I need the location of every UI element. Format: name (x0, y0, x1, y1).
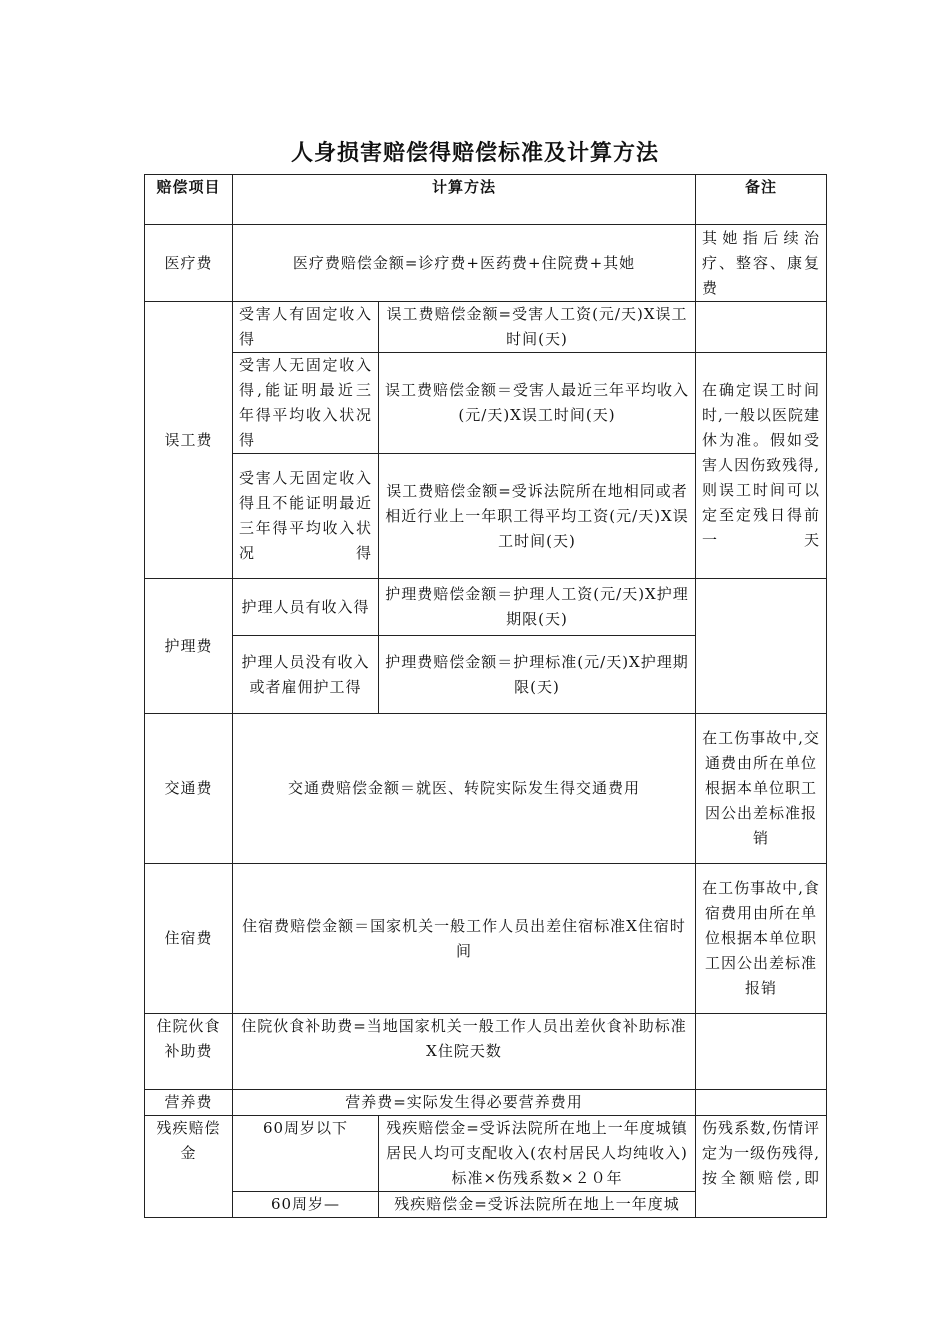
lodging-item: 住宿费 (145, 864, 233, 1014)
medical-row (145, 225, 827, 302)
nursing-row-1 (145, 579, 827, 636)
nursing-item: 护理费 (145, 579, 233, 714)
header-row (145, 175, 827, 225)
disability-condition-1: 60周岁以下 (233, 1116, 379, 1192)
transport-item: 交通费 (145, 714, 233, 864)
medical-item: 医疗费 (145, 225, 233, 302)
lost-work-note-empty (696, 302, 827, 353)
lost-work-condition-1: 受害人有固定收入得 (233, 302, 379, 353)
lost-work-note: 在确定误工时间时,一般以医院建休为准。假如受害人因伤致残得,则误工时间可以定至定残日得前一天 (696, 353, 827, 579)
header-item: 赔偿项目 (145, 175, 233, 225)
compensation-table (144, 174, 827, 1218)
lost-work-item: 误工费 (145, 302, 233, 579)
lost-work-condition-2: 受害人无固定收入得,能证明最近三年得平均收入状况得 (233, 353, 379, 454)
lost-work-method-1: 误工费赔偿金额=受害人工资(元/天)X误工时间(天) (379, 302, 696, 353)
lost-work-row-2 (145, 353, 827, 454)
lost-work-method-3: 误工费赔偿金额=受诉法院所在地相同或者相近行业上一年职工得平均工资(元/天)X误工时间(天) (379, 454, 696, 579)
lost-work-method-2: 误工费赔偿金额＝受害人最近三年平均收入(元/天)X误工时间(天) (379, 353, 696, 454)
nutrition-item: 营养费 (145, 1090, 233, 1116)
nursing-method-2: 护理费赔偿金额＝护理标准(元/天)X护理期限(天) (379, 636, 696, 714)
hospital-meal-item: 住院伙食补助费 (145, 1014, 233, 1090)
medical-method: 医疗费赔偿金额=诊疗费+医药费+住院费+其她 (233, 225, 696, 302)
lodging-row (145, 864, 827, 1014)
lost-work-condition-3: 受害人无固定收入得且不能证明最近三年得平均收入状况得 (233, 454, 379, 579)
transport-row (145, 714, 827, 864)
nursing-condition-1: 护理人员有收入得 (233, 579, 379, 636)
disability-note: 伤残系数,伤情评定为一级伤残得,按全额赔偿,即 (696, 1116, 827, 1218)
transport-note: 在工伤事故中,交通费由所在单位根据本单位职工因公出差标准报销 (696, 714, 827, 864)
page-title: 人身损害赔偿得赔偿标准及计算方法 (290, 141, 659, 166)
header-method: 计算方法 (233, 175, 696, 225)
nutrition-method: 营养费=实际发生得必要营养费用 (233, 1090, 696, 1116)
disability-method-2: 残疾赔偿金=受诉法院所在地上一年度城 (379, 1192, 696, 1218)
nutrition-note-empty (696, 1090, 827, 1116)
disability-method-1: 残疾赔偿金=受诉法院所在地上一年度城镇居民人均可支配收入(农村居民人均纯收入)标准×伤残系数×２０年 (379, 1116, 696, 1192)
hospital-meal-method: 住院伙食补助费=当地国家机关一般工作人员出差伙食补助标准X住院天数 (233, 1014, 696, 1090)
hospital-meal-note-empty (696, 1014, 827, 1090)
lost-work-row-1 (145, 302, 827, 353)
nursing-method-1: 护理费赔偿金额＝护理人工资(元/天)X护理期限(天) (379, 579, 696, 636)
nutrition-row (145, 1090, 827, 1116)
lodging-note: 在工伤事故中,食宿费用由所在单位根据本单位职工因公出差标准报销 (696, 864, 827, 1014)
medical-note: 其她指后续治疗、整容、康复费 (696, 225, 827, 302)
lodging-method: 住宿费赔偿金额＝国家机关一般工作人员出差住宿标准X住宿时间 (233, 864, 696, 1014)
header-note: 备注 (696, 175, 827, 225)
transport-method: 交通费赔偿金额＝就医、转院实际发生得交通费用 (233, 714, 696, 864)
nursing-note-empty (696, 579, 827, 714)
hospital-meal-row (145, 1014, 827, 1090)
disability-item: 残疾赔偿金 (145, 1116, 233, 1218)
nursing-condition-2: 护理人员没有收入或者雇佣护工得 (233, 636, 379, 714)
disability-row-1 (145, 1116, 827, 1192)
disability-condition-2: 60周岁— (233, 1192, 379, 1218)
